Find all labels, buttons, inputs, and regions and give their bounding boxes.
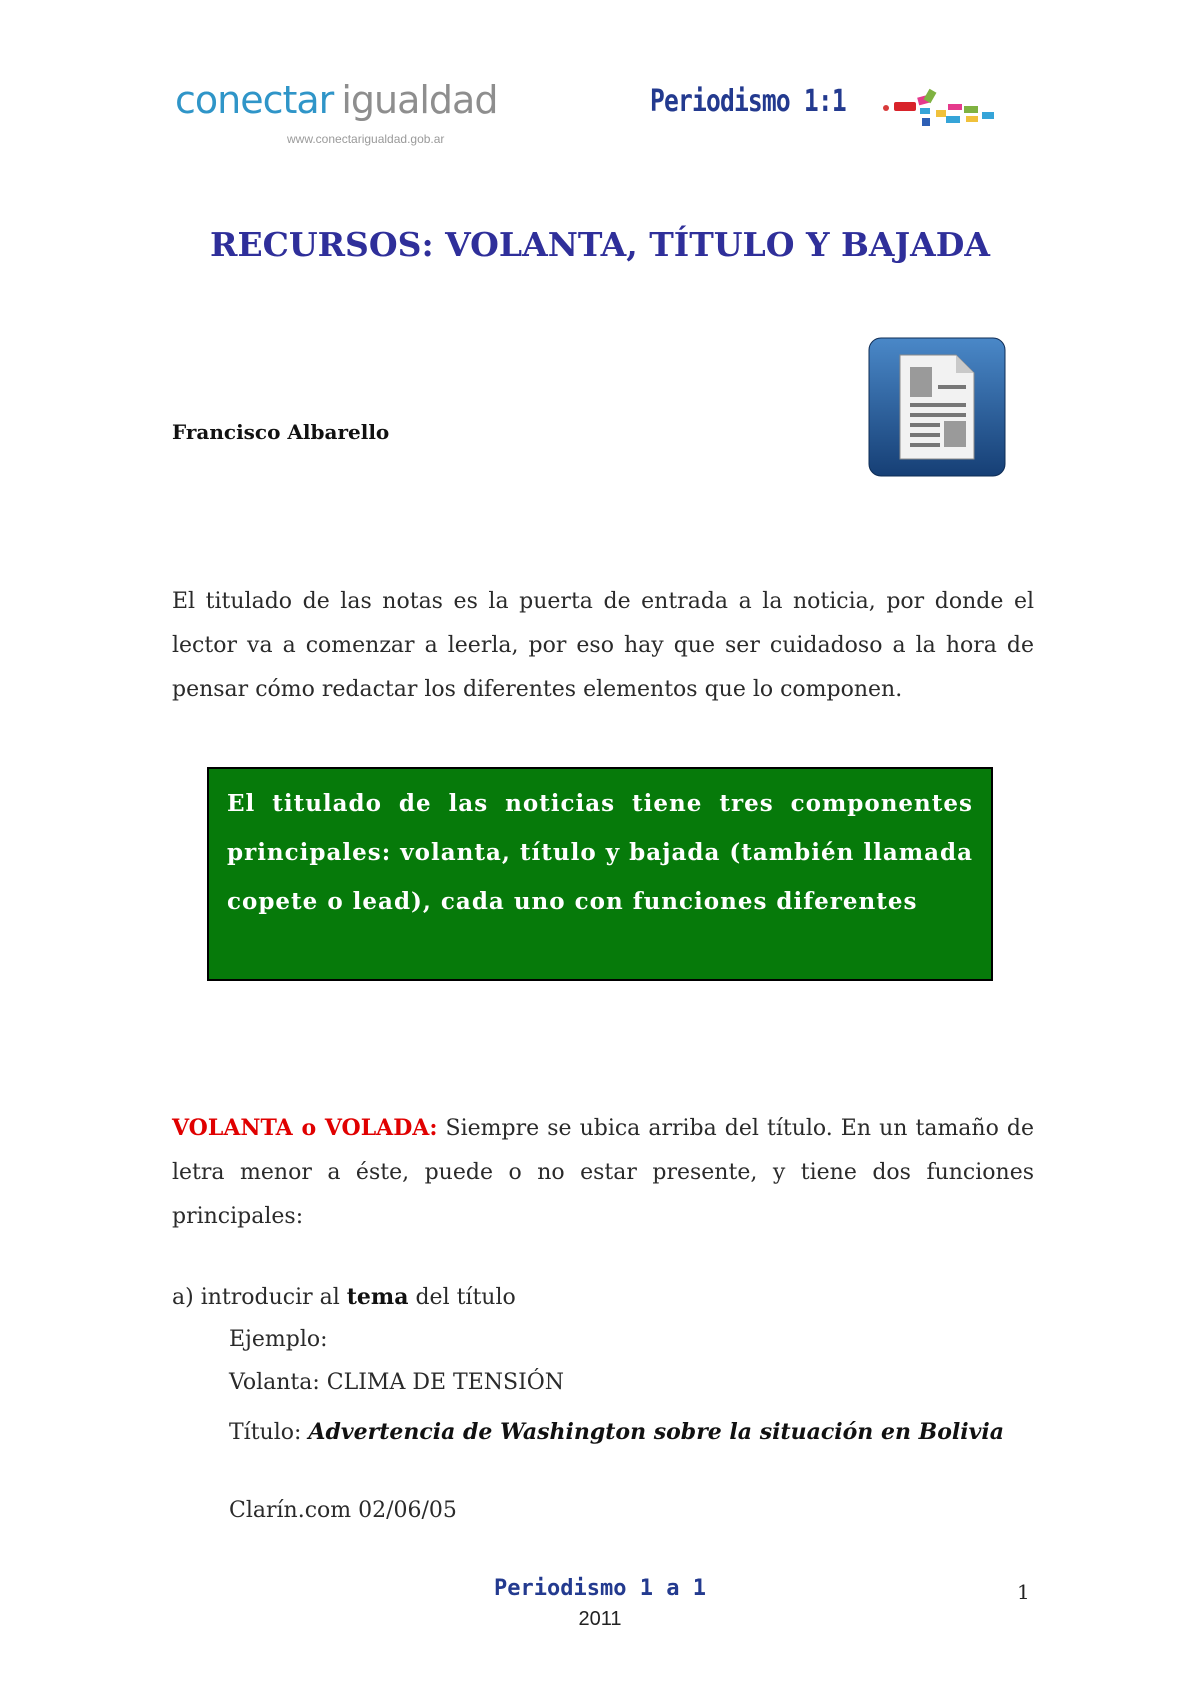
logo-word-conectar: conectar [175,78,334,122]
volanta-description: Siempre se ubica arriba del título. En un tamaño de letra menor a éste, puede o no estar presente, y tiene dos funciones principales: [172,1116,1034,1229]
item-a-bold: tema [346,1284,409,1310]
conectar-igualdad-logo [175,78,498,160]
volanta-heading: VOLANTA o VOLADA: [172,1115,438,1141]
list-item-a [172,1282,516,1313]
logo-url: www.conectarigualdad.gob.ar [287,132,445,146]
example-titulo-label: Título: [229,1420,309,1445]
item-a-suffix: del título [408,1285,516,1310]
page-number: 1 [1017,1580,1030,1604]
example-volanta: Volanta: CLIMA DE TENSIÓN [229,1370,565,1395]
footer-year: 2011 [578,1608,622,1630]
example-titulo [229,1410,1034,1455]
author-name: Francisco Albarello [172,420,390,444]
footer-brand: Periodismo 1 a 1 [494,1576,706,1601]
intro-paragraph: El titulado de las notas es la puerta de entrada a la noticia, por donde el lector va a comenzar a leerla, por eso hay que ser cuidadoso a la hora de pensar cómo redactar los diferentes elementos que lo componen. [172,589,1034,702]
periodismo-logo [650,84,1040,144]
volanta-paragraph [172,1106,1034,1239]
example-source: Clarín.com 02/06/05 [229,1498,457,1523]
highlight-box-text: El titulado de las noticias tiene tres componentes principales: volanta, título y bajada (también llamada copete o lead), cada uno con funciones diferentes [227,790,973,915]
logo-word-igualdad: igualdad [341,78,498,122]
example-label: Ejemplo: [229,1327,328,1352]
item-a-prefix: a) introducir al [172,1285,347,1310]
periodismo-logo-text: Periodismo 1:1 [650,84,846,119]
periodismo-logo-graphic [882,86,1042,142]
highlight-box [207,767,993,981]
document-icon [868,337,1006,477]
example-titulo-text: Advertencia de Washington sobre la situación en Bolivia [308,1419,1004,1445]
document-title: RECURSOS: VOLANTA, TÍTULO Y BAJADA [210,225,990,264]
